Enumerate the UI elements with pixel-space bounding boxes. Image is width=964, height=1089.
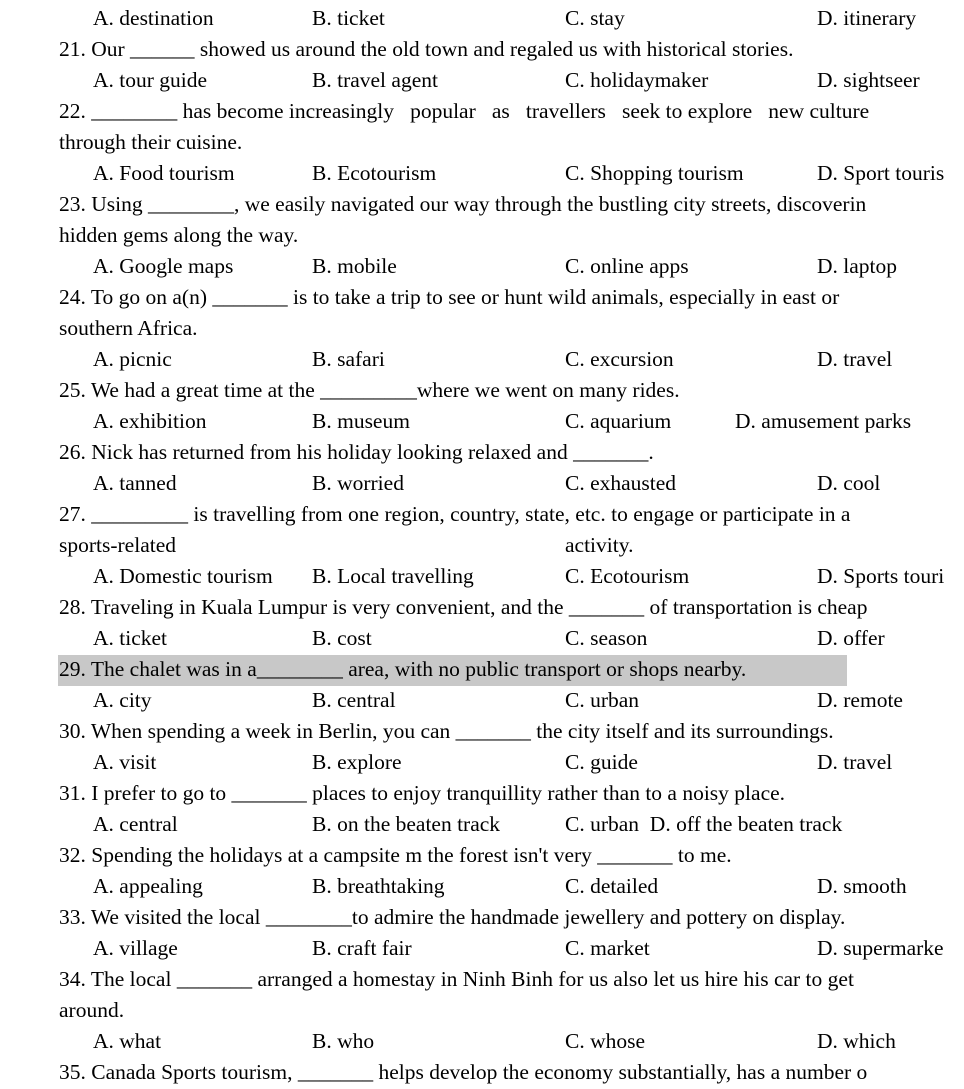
option-d: D. Sport touris: [817, 161, 945, 185]
answer-options-line: [0, 251, 964, 282]
option-d: D. cool: [817, 471, 881, 495]
question-text: through their cuisine.: [59, 130, 243, 154]
option-c: C. whose: [565, 1029, 646, 1053]
option-d: D. smooth: [817, 874, 907, 898]
option-d: D. remote: [817, 688, 903, 712]
option-a: A. Google maps: [93, 254, 234, 278]
option-b: B. explore: [312, 750, 402, 774]
option-d: D. laptop: [817, 254, 898, 278]
option-b: B. safari: [312, 347, 385, 371]
option-a: A. Food tourism: [93, 161, 235, 185]
option-c: C. exhausted: [565, 471, 677, 495]
question-continuation-line: [0, 995, 964, 1026]
answer-options-line: [0, 685, 964, 716]
answer-options-line: [0, 158, 964, 189]
option-c: C. Ecotourism: [565, 564, 690, 588]
answer-options-line: [0, 871, 964, 902]
question-continuation-line: [0, 530, 964, 561]
option-a: A. destination: [93, 6, 214, 30]
question-text: 25. We had a great time at the _________where we went on many rides.: [59, 378, 680, 402]
option-c-and-d: C. urban D. off the beaten track: [565, 812, 843, 836]
question-text: 21. Our ______ showed us around the old town and regaled us with historical stories.: [59, 37, 794, 61]
option-c: C. stay: [565, 6, 625, 30]
answer-options-line: [0, 344, 964, 375]
question-line: [0, 499, 964, 530]
option-a: A. ticket: [93, 626, 168, 650]
answer-options-line: [0, 468, 964, 499]
option-c: C. season: [565, 626, 648, 650]
question-continuation-line: [0, 313, 964, 344]
question-line: [0, 1057, 964, 1088]
question-text: southern Africa.: [59, 316, 198, 340]
question-line: [0, 964, 964, 995]
option-b: B. on the beaten track: [312, 812, 501, 836]
question-text: 26. Nick has returned from his holiday looking relaxed and _______.: [59, 440, 654, 464]
question-line: [0, 375, 964, 406]
option-c: C. excursion: [565, 347, 674, 371]
question-text: activity.: [565, 533, 634, 557]
option-d: D. supermarke: [817, 936, 944, 960]
option-b: B. Local travelling: [312, 564, 474, 588]
question-text: around.: [59, 998, 125, 1022]
answer-options-line: [0, 65, 964, 96]
question-text: 23. Using ________, we easily navigated our way through the bustling city streets, discoverin: [59, 192, 867, 216]
answer-options-line: [0, 406, 964, 437]
option-a: A. visit: [93, 750, 157, 774]
option-b: B. museum: [312, 409, 410, 433]
option-a: A. tanned: [93, 471, 177, 495]
option-b: B. mobile: [312, 254, 397, 278]
question-text: 27. _________ is travelling from one region, country, state, etc. to engage or participate in a: [59, 502, 851, 526]
answer-options-line: [0, 933, 964, 964]
option-b: B. central: [312, 688, 396, 712]
question-text: 34. The local _______ arranged a homestay in Ninh Binh for us also let us hire his car to get: [59, 967, 854, 991]
option-b: B. travel agent: [312, 68, 438, 92]
option-b: B. breathtaking: [312, 874, 445, 898]
option-a: A. Domestic tourism: [93, 564, 273, 588]
question-line: [0, 778, 964, 809]
answer-options-line: [0, 747, 964, 778]
option-c: C. urban: [565, 688, 640, 712]
option-d: D. sightseer: [817, 68, 920, 92]
question-line: [0, 716, 964, 747]
question-line: [0, 840, 964, 871]
option-b: B. who: [312, 1029, 375, 1053]
question-text: 35. Canada Sports tourism, _______ helps develop the economy substantially, has a number o: [59, 1060, 868, 1084]
option-d: D. Sports touri: [817, 564, 945, 588]
question-text: 28. Traveling in Kuala Lumpur is very convenient, and the _______ of transportation is cheap: [59, 595, 868, 619]
question-line: [0, 189, 964, 220]
option-c: C. holidaymaker: [565, 68, 709, 92]
answer-options-line: [0, 623, 964, 654]
question-line: [0, 437, 964, 468]
question-text: 24. To go on a(n) _______ is to take a trip to see or hunt wild animals, especially in east or: [59, 285, 840, 309]
question-line: [0, 902, 964, 933]
option-a: A. tour guide: [93, 68, 208, 92]
question-line: [0, 282, 964, 313]
option-c: C. online apps: [565, 254, 689, 278]
option-b: B. ticket: [312, 6, 385, 30]
question-text: 33. We visited the local ________to admire the handmade jewellery and pottery on display.: [59, 905, 846, 929]
option-a: A. city: [93, 688, 152, 712]
answer-options-line: [0, 561, 964, 592]
question-text: 29. The chalet was in a________ area, with no public transport or shops nearby.: [59, 657, 747, 681]
option-a: A. appealing: [93, 874, 203, 898]
option-a: A. central: [93, 812, 178, 836]
question-text: 32. Spending the holidays at a campsite m the forest isn't very _______ to me.: [59, 843, 732, 867]
option-d: D. itinerary: [817, 6, 917, 30]
question-line: [0, 96, 964, 127]
option-a: A. what: [93, 1029, 162, 1053]
question-line: [0, 592, 964, 623]
option-d: D. travel: [817, 347, 893, 371]
option-a: A. picnic: [93, 347, 172, 371]
question-text: 31. I prefer to go to _______ places to enjoy tranquillity rather than to a noisy place.: [59, 781, 786, 805]
option-c: C. Shopping tourism: [565, 161, 744, 185]
question-text: 30. When spending a week in Berlin, you can _______ the city itself and its surroundings.: [59, 719, 834, 743]
option-b: B. cost: [312, 626, 372, 650]
option-b: B. Ecotourism: [312, 161, 437, 185]
option-c: C. detailed: [565, 874, 659, 898]
option-a: A. village: [93, 936, 178, 960]
option-c: C. guide: [565, 750, 638, 774]
option-d: D. which: [817, 1029, 896, 1053]
option-b: B. craft fair: [312, 936, 412, 960]
option-c: C. aquarium: [565, 409, 672, 433]
question-continuation-line: [0, 220, 964, 251]
answer-options-line: [0, 1026, 964, 1057]
question-text: hidden gems along the way.: [59, 223, 299, 247]
question-text: sports-related: [59, 533, 177, 557]
option-c: C. market: [565, 936, 650, 960]
option-d: D. amusement parks: [735, 409, 912, 433]
option-d: D. travel: [817, 750, 893, 774]
question-continuation-line: [0, 127, 964, 158]
answer-options-line: [0, 809, 964, 840]
option-d: D. offer: [817, 626, 885, 650]
option-a: A. exhibition: [93, 409, 207, 433]
question-line: [0, 654, 964, 685]
answer-options-line: [0, 3, 964, 34]
question-text: 22. ________ has become increasingly popular as travellers seek to explore new culture: [59, 99, 870, 123]
question-line: [0, 34, 964, 65]
option-b: B. worried: [312, 471, 404, 495]
